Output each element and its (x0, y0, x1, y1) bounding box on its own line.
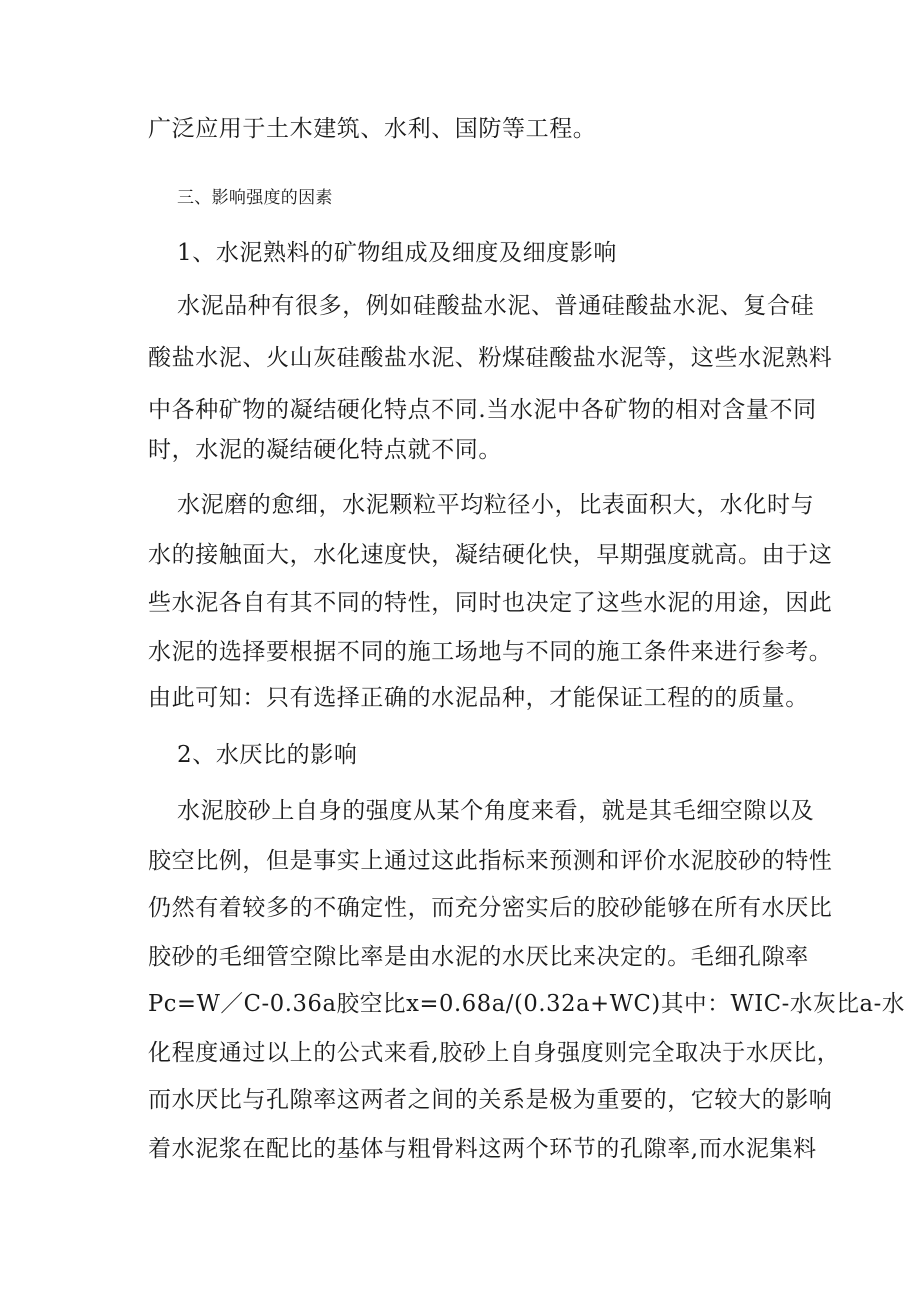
paragraph-line: 水泥胶砂上自身的强度从某个角度来看，就是其毛细空隙以及 (177, 798, 815, 824)
paragraph-line: 而水厌比与孔隙率这两者之间的关系是极为重要的，它较大的影响 (148, 1087, 833, 1113)
paragraph-line: 水泥品种有很多，例如硅酸盐水泥、普通硅酸盐水泥、复合硅 (177, 293, 815, 319)
paragraph-line: 水的接触面大，水化速度快，凝结硬化快，早期强度就高。由于这 (148, 542, 833, 568)
paragraph-line: 中各种矿物的凝结硬化特点不同.当水泥中各矿物的相对含量不同 (148, 397, 817, 423)
paragraph-line: Pc=W／C-0.36a胶空比x=0.68a/(0.32a+WC)其中：WIC-水灰比a-水 (148, 991, 906, 1017)
section-heading: 三、影响强度的因素 (177, 188, 333, 208)
subsection-heading-2: 2、水厌比的影响 (177, 742, 358, 768)
paragraph-line: 由此可知：只有选择正确的水泥品种，才能保证工程的的质量。 (148, 685, 809, 711)
paragraph-line: 水泥磨的愈细，水泥颗粒平均粒径小，比表面积大，水化时与 (177, 492, 815, 518)
paragraph-line: 胶砂的毛细管空隙比率是由水泥的水厌比来决定的。毛细孔隙率 (148, 944, 809, 970)
paragraph-line: 些水泥各自有其不同的特性，同时也决定了这些水泥的用途，因此 (148, 590, 833, 616)
paragraph-line: 仍然有着较多的不确定性，而充分密实后的胶砂能够在所有水厌比 (148, 895, 833, 921)
text-line-1: 广泛应用于土木建筑、水利、国防等工程。 (148, 116, 597, 142)
paragraph-line: 胶空比例，但是事实上通过这此指标来预测和评价水泥胶砂的特性 (148, 848, 833, 874)
subsection-heading-1: 1、水泥熟料的矿物组成及细度及细度影响 (177, 240, 618, 266)
paragraph-line: 水泥的选择要根据不同的施工场地与不同的施工条件来进行参考。 (148, 639, 833, 665)
paragraph-line: 着水泥浆在配比的基体与粗骨料这两个环节的孔隙率,而水泥集料 (148, 1136, 817, 1162)
paragraph-line: 酸盐水泥、火山灰硅酸盐水泥、粉煤硅酸盐水泥等，这些水泥熟料 (148, 345, 833, 371)
paragraph-line: 时，水泥的凝结硬化特点就不同。 (148, 437, 502, 463)
paragraph-line: 化程度通过以上的公式来看,胶砂上自身强度则完全取决于水厌比， (148, 1040, 841, 1066)
